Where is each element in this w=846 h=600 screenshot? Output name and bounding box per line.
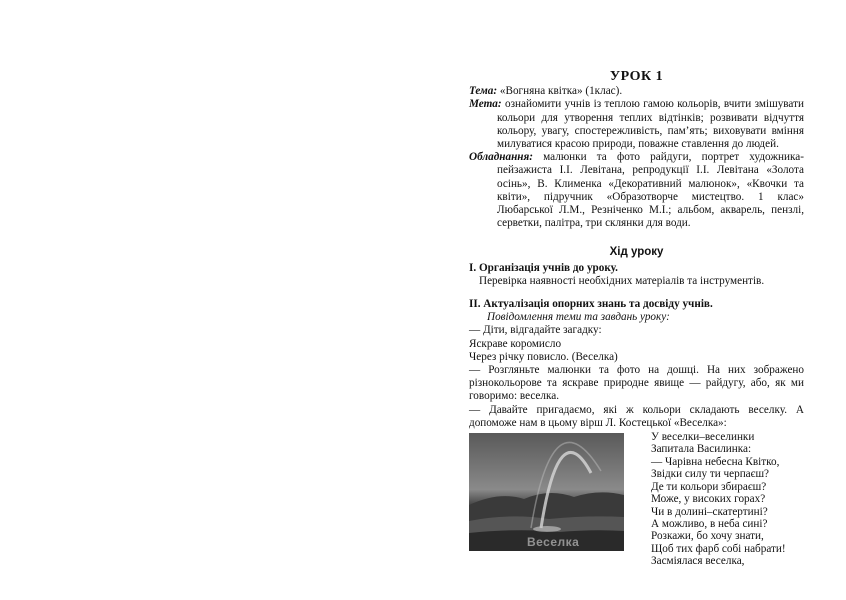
riddle-intro: — Діти, відгадайте загадку: (469, 324, 602, 337)
poem-line: Може, у високих горах? (651, 493, 766, 506)
section1-text: Перевірка наявності необхідних матеріалів та інструментів. (479, 274, 765, 287)
equipment-field (469, 151, 804, 230)
section2-title: ІІ. Актуалізація опорних знань та досвіду учнів. (469, 298, 713, 311)
riddle-line-1: Яскраве коромисло (469, 337, 562, 350)
section1-title: І. Організація учнів до уроку. (469, 261, 618, 274)
goal-value: ознайомити учнів із теплою гамою кольорів, вчити змішувати кольори для утворення теплих відтінків; розвивати відчуття кольору, увагу, спостережливість, пам’ять; виховувати вміння милуватися красою природи, поважне ставлення до людей. (497, 98, 804, 151)
rainbow-photo (469, 433, 624, 551)
poem-line: Запитала Василинка: (651, 443, 752, 456)
poem-block (469, 431, 804, 576)
equipment-value: малюнки та фото райдуги, портрет художника-пейзажиста І.І. Левітана, репродукції І.І. Левітана «Золота осінь», В. Клименка «Декоративний малюнок», «Квочки та квіти», підручник «Образотворче мистецтво. 1 клас» Любарської Л.М., Резніченко М.І.; альбом, акварель, пензлі, серветки, палітра, три склянки для води. (497, 151, 804, 230)
poem (651, 431, 811, 567)
riddle-line-2: Через річку повисло. (Веселка) (469, 350, 618, 363)
equipment-label: Обладнання: (469, 151, 533, 164)
lesson-page (469, 70, 804, 576)
poem-line: А можливо, в неба сині? (651, 517, 768, 530)
paragraph-2: — Давайте пригадаємо, які ж кольори складають веселку. А допоможе нам в цьому вірш Л. Костецької «Веселка»: (469, 403, 804, 429)
photo-caption: Веселка (527, 534, 580, 549)
paragraph-1: — Розгляньте малюнки та фото на дошці. На них зображено різнокольорове та яскраве природне явище — райдугу, або, як ми говоримо: веселка. (469, 364, 804, 403)
poem-line: У веселки–веселинки (651, 431, 755, 444)
course-title: Хід уроку (609, 246, 664, 259)
poem-line: Звідки силу ти черпаєш? (651, 468, 770, 481)
poem-line: Засміялася веселка, (651, 555, 745, 568)
rainbow-illustration (469, 433, 624, 551)
lesson-title: УРОК 1 (609, 69, 664, 84)
poem-line: Чи в долині–скатертині? (651, 505, 768, 518)
goal-field (469, 98, 804, 151)
poem-line: Розкажи, бо хочу знати, (651, 530, 764, 543)
section2-subtitle: Повідомлення теми та завдань уроку: (487, 311, 670, 324)
poem-line: — Чарівна небесна Квітко, (651, 455, 780, 468)
topic-field (469, 85, 804, 98)
poem-line: Де ти кольори збираєш? (651, 480, 767, 493)
goal-label: Мета: (469, 98, 502, 111)
topic-value: «Вогняна квітка» (1клас). (497, 85, 623, 98)
poem-line: Щоб тих фарб собі набрати! (651, 542, 786, 555)
topic-label: Тема: (469, 85, 498, 98)
